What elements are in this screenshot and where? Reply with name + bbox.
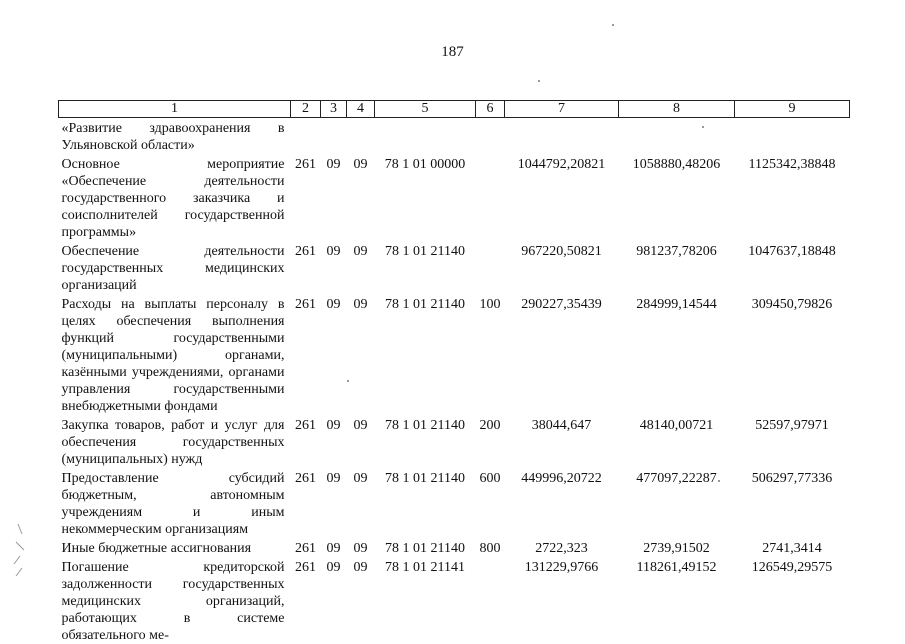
row-target-code: 78 1 01 21140 [375, 241, 476, 294]
row-target-code: 78 1 01 21141 [375, 557, 476, 644]
row-amount-9: 126549,29575 [735, 557, 850, 644]
row-name: Обеспечение деятельности государственных медицинских организаций [59, 241, 291, 294]
scan-edge-mark [10, 520, 40, 580]
row-amount-7: 131229,9766 [505, 557, 619, 644]
table-row [59, 118, 850, 155]
row-section: 09 [321, 294, 347, 415]
table-row [59, 241, 850, 294]
row-amount-7: 1044792,20821 [505, 154, 619, 241]
row-amount-8: 981237,78206 [619, 241, 735, 294]
table-row [59, 538, 850, 557]
row-expense-type [476, 118, 505, 155]
row-amount-8: 48140,00721 [619, 415, 735, 468]
header-cell-5: 5 [375, 101, 476, 118]
row-amount-7: 290227,35439 [505, 294, 619, 415]
row-amount-8: 477097,22287 [619, 468, 735, 538]
row-amount-7: 967220,50821 [505, 241, 619, 294]
row-name: «Развитие здравоохранения в Ульяновской области» [59, 118, 291, 155]
row-target-code [375, 118, 476, 155]
header-cell-8: 8 [619, 101, 735, 118]
row-amount-9: 2741,3414 [735, 538, 850, 557]
row-admin-code: 261 [291, 241, 321, 294]
row-amount-7: 449996,20722 [505, 468, 619, 538]
row-section: 09 [321, 538, 347, 557]
table-row [59, 415, 850, 468]
row-target-code: 78 1 01 21140 [375, 538, 476, 557]
table-row [59, 557, 850, 644]
row-name: Расходы на выплаты персоналу в целях обеспечения выполнения функций государственными (муниципальными) органами, казёнными учреждениями, органами управления государственными внебюджетными фондами [59, 294, 291, 415]
row-subsection: 09 [347, 557, 375, 644]
row-amount-9 [735, 118, 850, 155]
row-section: 09 [321, 557, 347, 644]
table-row [59, 468, 850, 538]
row-amount-8: 284999,14544 [619, 294, 735, 415]
row-admin-code [291, 118, 321, 155]
row-name: Закупка товаров, работ и услуг для обеспечения государственных (муниципальных) нужд [59, 415, 291, 468]
scan-speck [702, 126, 704, 128]
row-section: 09 [321, 154, 347, 241]
row-subsection [347, 118, 375, 155]
row-amount-8 [619, 118, 735, 155]
header-row [59, 101, 850, 118]
row-admin-code: 261 [291, 415, 321, 468]
table-row [59, 154, 850, 241]
row-amount-8: 2739,91502 [619, 538, 735, 557]
row-name: Погашение кредиторской задолженности государственных медицинских организаций, работающих в системе обязательного ме- [59, 557, 291, 644]
row-amount-9: 309450,79826 [735, 294, 850, 415]
row-amount-9: 1125342,38848 [735, 154, 850, 241]
header-cell-2: 2 [291, 101, 321, 118]
row-section: 09 [321, 241, 347, 294]
row-subsection: 09 [347, 415, 375, 468]
row-admin-code: 261 [291, 538, 321, 557]
scan-speck [538, 80, 540, 82]
row-admin-code: 261 [291, 294, 321, 415]
table-row [59, 294, 850, 415]
scan-speck [347, 380, 349, 382]
row-amount-9: 506297,77336 [735, 468, 850, 538]
header-cell-9: 9 [735, 101, 850, 118]
row-target-code: 78 1 01 21140 [375, 294, 476, 415]
header-cell-1: 1 [59, 101, 291, 118]
row-subsection: 09 [347, 294, 375, 415]
row-section: 09 [321, 468, 347, 538]
row-subsection: 09 [347, 241, 375, 294]
row-target-code: 78 1 01 00000 [375, 154, 476, 241]
budget-table [58, 100, 850, 644]
row-subsection: 09 [347, 538, 375, 557]
row-expense-type: 800 [476, 538, 505, 557]
row-target-code: 78 1 01 21140 [375, 415, 476, 468]
row-amount-8: 118261,49152 [619, 557, 735, 644]
row-expense-type [476, 557, 505, 644]
row-subsection: 09 [347, 154, 375, 241]
row-name: Иные бюджетные ассигнования [59, 538, 291, 557]
row-expense-type [476, 241, 505, 294]
row-amount-7 [505, 118, 619, 155]
table-body [59, 118, 850, 644]
header-cell-3: 3 [321, 101, 347, 118]
scan-speck [718, 480, 720, 482]
row-amount-7: 2722,323 [505, 538, 619, 557]
row-admin-code: 261 [291, 557, 321, 644]
row-amount-8: 1058880,48206 [619, 154, 735, 241]
row-expense-type: 100 [476, 294, 505, 415]
header-cell-6: 6 [476, 101, 505, 118]
row-amount-7: 38044,647 [505, 415, 619, 468]
scan-speck [612, 24, 614, 26]
header-cell-4: 4 [347, 101, 375, 118]
row-expense-type: 200 [476, 415, 505, 468]
row-target-code: 78 1 01 21140 [375, 468, 476, 538]
row-expense-type: 600 [476, 468, 505, 538]
row-amount-9: 1047637,18848 [735, 241, 850, 294]
row-admin-code: 261 [291, 154, 321, 241]
row-name: Предоставление субсидий бюджетным, автономным учреждениям и иным некоммерческим организациям [59, 468, 291, 538]
row-amount-9: 52597,97971 [735, 415, 850, 468]
row-section: 09 [321, 415, 347, 468]
row-subsection: 09 [347, 468, 375, 538]
row-expense-type [476, 154, 505, 241]
page-number: 187 [0, 44, 905, 61]
header-cell-7: 7 [505, 101, 619, 118]
row-name: Основное мероприятие «Обеспечение деятельности государственного заказчика и соисполнителей государственной программы» [59, 154, 291, 241]
row-admin-code: 261 [291, 468, 321, 538]
row-section [321, 118, 347, 155]
